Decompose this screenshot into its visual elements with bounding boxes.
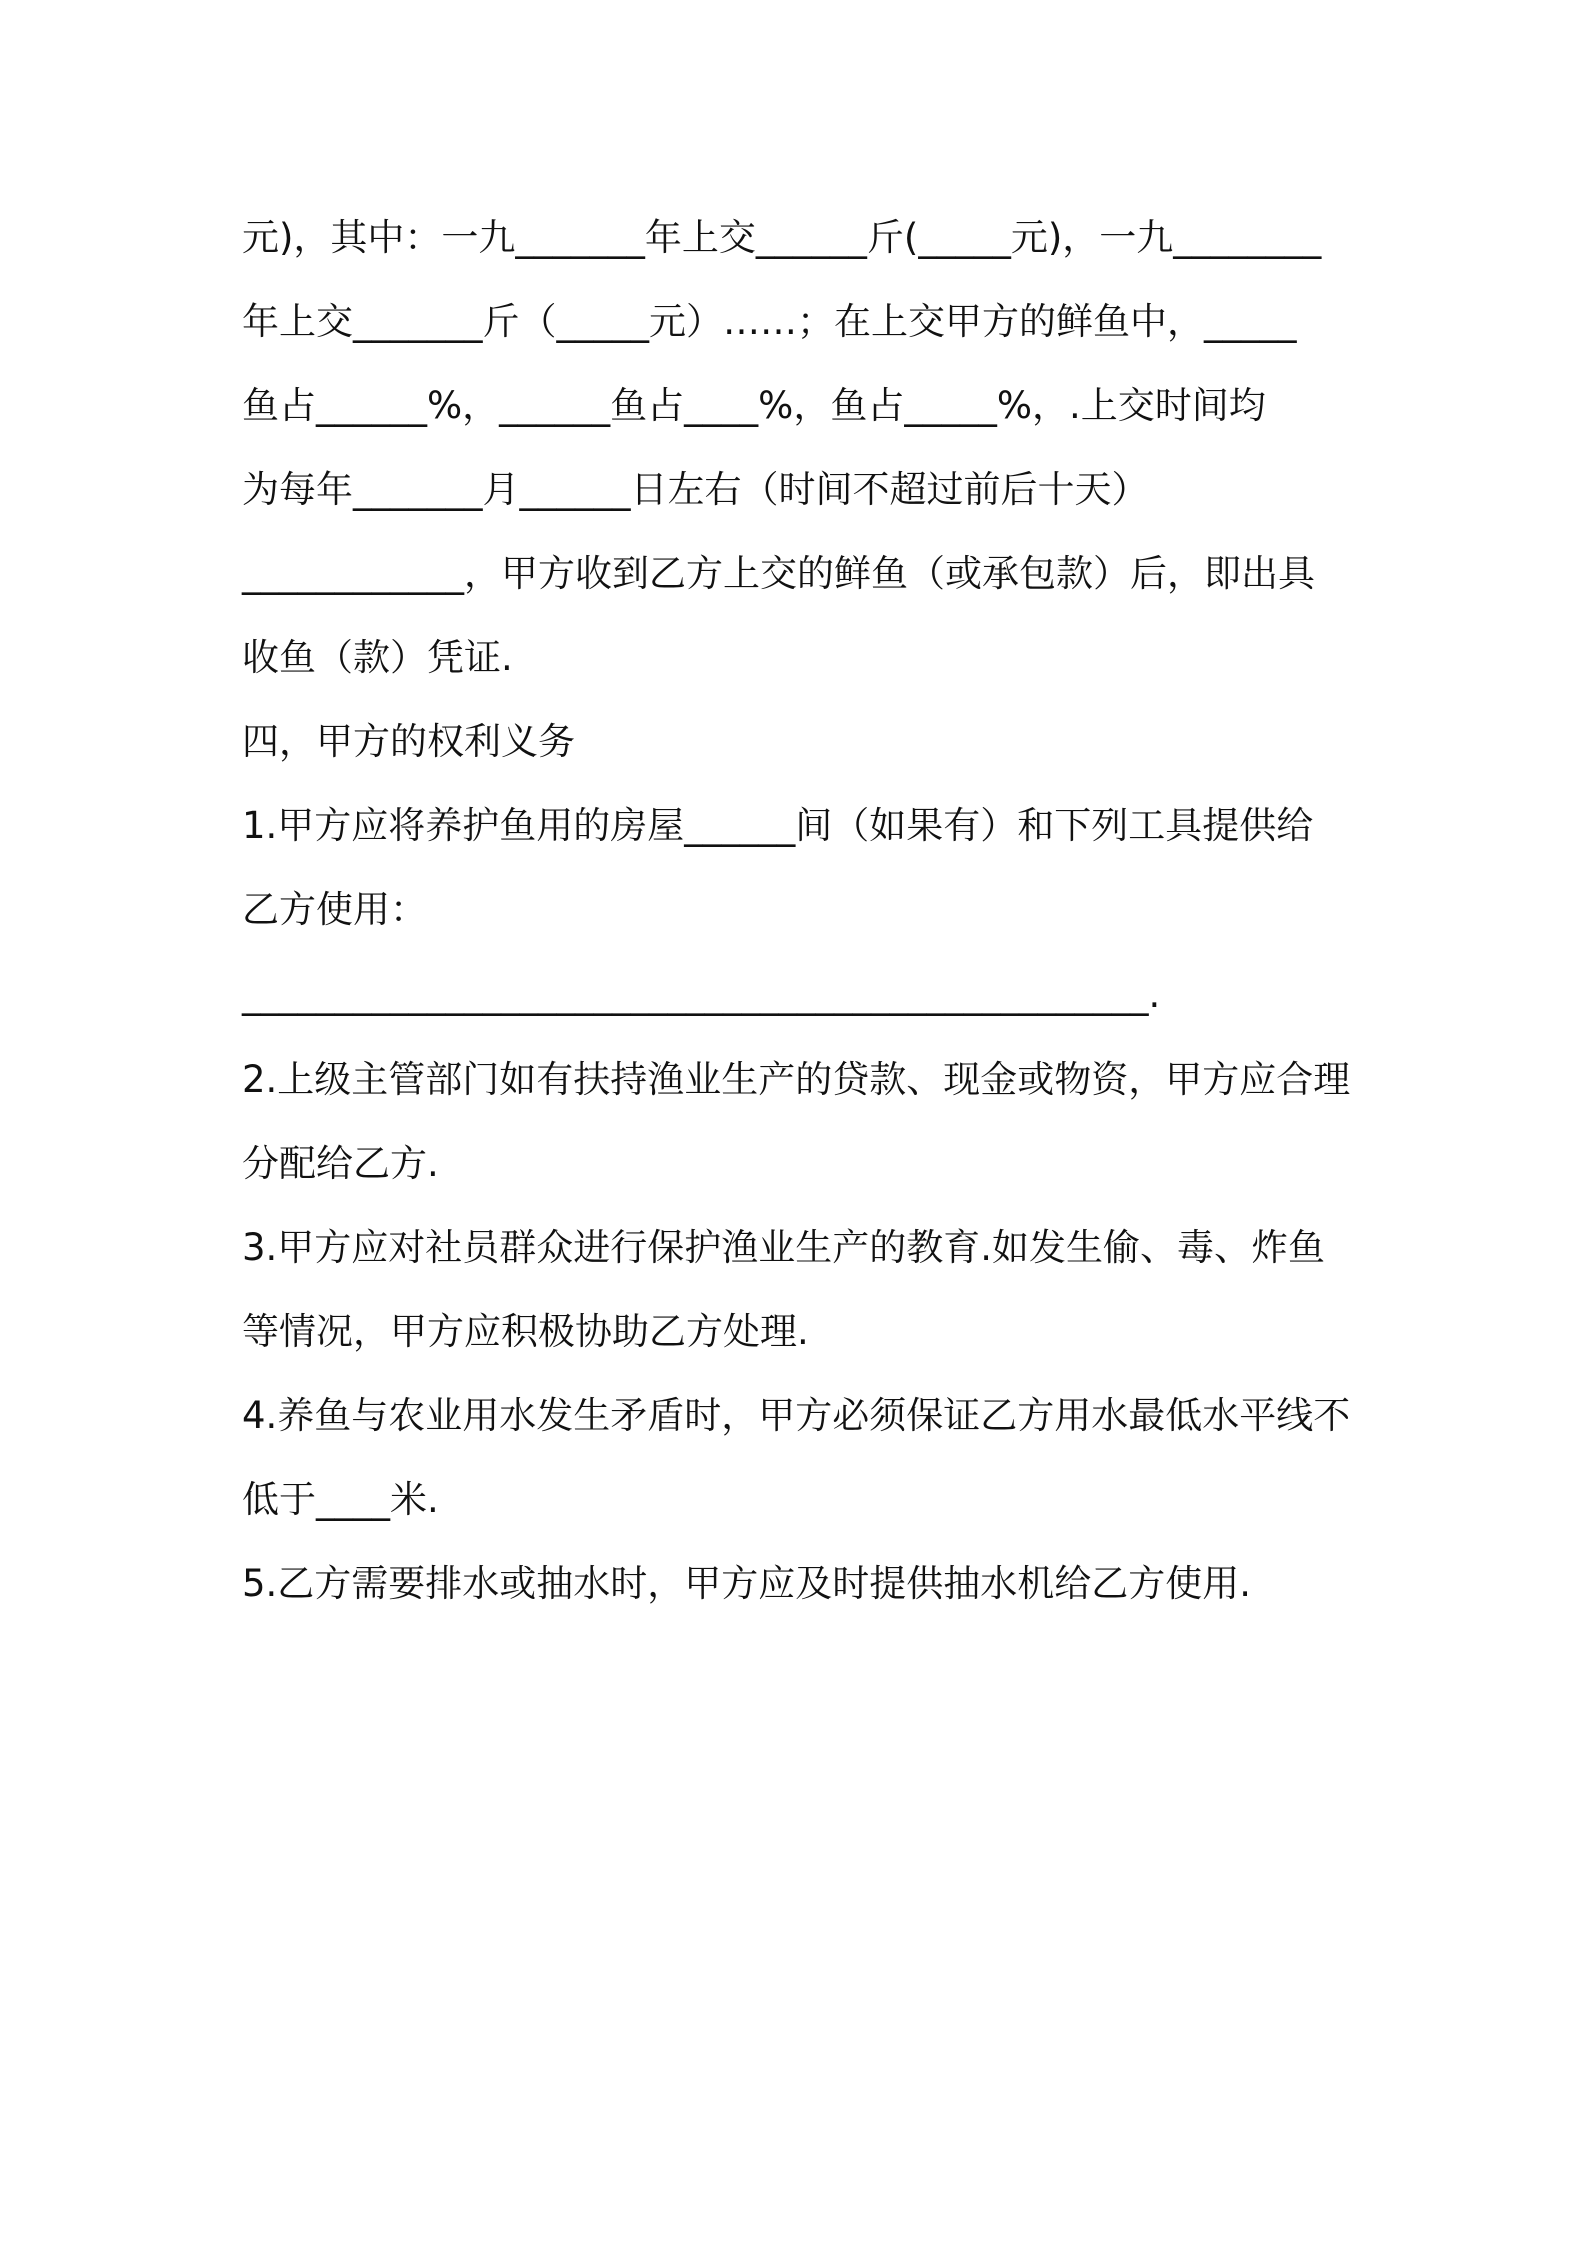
text-line-3: 鱼占______%，______鱼占____%，鱼占_____%，.上交时间均 [242,384,1266,427]
clause-2-line-2: 分配给乙方. [242,1142,439,1185]
clause-5-line-1: 5.乙方需要排水或抽水时，甲方应及时提供抽水机给乙方使用. [242,1562,1252,1605]
tools-blank-line: _________________________________________________. [242,973,1161,1016]
text-line-5: ____________，甲方收到乙方上交的鲜鱼（或承包款）后，即出具 [242,552,1315,595]
text-line-6: 收鱼（款）凭证. [242,636,513,679]
section-heading-four: 四，甲方的权利义务 [242,720,575,763]
text-line-4: 为每年_______月______日左右（时间不超过前后十天） [242,468,1149,511]
clause-4-line-2: 低于____米. [242,1478,439,1521]
clause-1-line-2: 乙方使用： [242,888,427,931]
text-line-1: 元)，其中：一九_______年上交______斤(_____元)，一九________ [242,216,1322,259]
clause-2-line-1: 2.上级主管部门如有扶持渔业生产的贷款、现金或物资，甲方应合理 [242,1058,1351,1101]
text-line-2: 年上交_______斤（_____元）……；在上交甲方的鲜鱼中，_____ [242,300,1297,343]
clause-3-line-1: 3.甲方应对社员群众进行保护渔业生产的教育.如发生偷、毒、炸鱼 [242,1226,1326,1269]
clause-3-line-2: 等情况，甲方应积极协助乙方处理. [242,1310,809,1353]
clause-1-line-1: 1.甲方应将养护鱼用的房屋______间（如果有）和下列工具提供给 [242,804,1314,847]
contract-text [242,196,1360,1626]
clause-4-line-1: 4.养鱼与农业用水发生矛盾时，甲方必须保证乙方用水最低水平线不 [242,1394,1351,1437]
